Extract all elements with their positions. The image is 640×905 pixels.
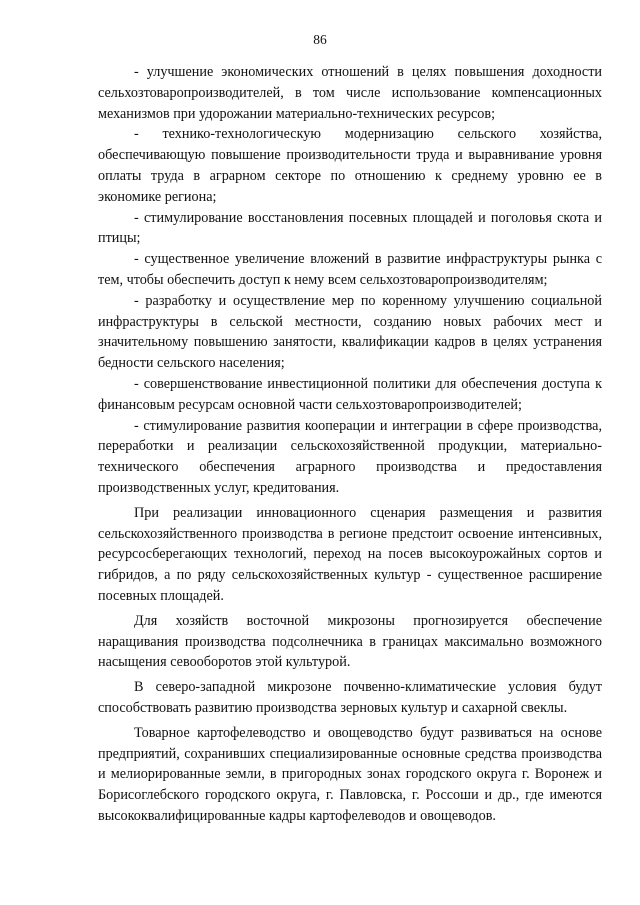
paragraph-northwestern-microzone: В северо-западной микрозоне почвенно-климатические условия будут способствовать развитию производства зерновых культур и сахарной свеклы. <box>98 679 602 716</box>
paragraph-bullet-social-infrastructure: - разработку и осуществление мер по коренному улучшению социальной инфраструктуры в сельской местности, созданию новых рабочих мест и значительному повышению занятости, квалификации кадров в целях устранения бедности сельского населения; <box>98 292 602 372</box>
page-number: 86 <box>313 32 327 47</box>
paragraph-bullet-sown-areas: - стимулирование восстановления посевных площадей и поголовья скота и птицы; <box>98 209 602 247</box>
paragraph-bullet-market-infrastructure: - существенное увеличение вложений в развитие инфраструктуры рынка с тем, чтобы обеспечить доступ к нему всем сельхозтоваропроизводителям; <box>98 251 602 288</box>
document-body <box>98 62 602 827</box>
paragraph-bullet-investment-policy: - совершенствование инвестиционной политики для обеспечения доступа к финансовым ресурсам основной части сельхозтоваропроизводителей; <box>98 375 602 413</box>
paragraph-eastern-microzone: Для хозяйств восточной микрозоны прогнозируется обеспечение наращивания производства подсолнечника в границах максимально возможного насыщения севооборотов этой культурой. <box>98 612 602 671</box>
paragraph-bullet-cooperation: - стимулирование развития кооперации и интеграции в сфере производства, переработки и реализации сельскохозяйственной продукции, материально-технического обеспечения аграрного производства и предоставления производственных услуг, кредитования. <box>98 417 602 496</box>
paragraph-innovation-scenario: При реализации инновационного сценария размещения и развития сельскохозяйственного производства в регионе предстоит освоение интенсивных, ресурсосберегающих технологий, переход на посев высокоурожайных сортов и гибридов, а по ряду сельскохозяйственных культур - существенное расширение посевных площадей. <box>98 504 602 604</box>
paragraph-potato-vegetables: Товарное картофелеводство и овощеводство будут развиваться на основе предприятий, сохранивших специализированные основные средства производства и мелиорированные земли, в пригородных зонах городского округа г. Воронеж и Борисоглебского городского округа, г. Павловска, г. Россоши и др., где имеются высококвалифицированные кадры картофелеводов и овощеводов. <box>98 724 602 824</box>
paragraph-bullet-economic-relations: - улучшение экономических отношений в целях повышения доходности сельхозтоваропроизводителей, в том числе использование компенсационных механизмов при удорожании материально-технических ресурсов; <box>98 64 602 122</box>
paragraph-bullet-modernization: - технико-технологическую модернизацию сельского хозяйства, обеспечивающую повышение производительности труда и выравнивание уровня оплаты труда в аграрном секторе по отношению к среднему уровню ее в экономике региона; <box>98 126 602 205</box>
